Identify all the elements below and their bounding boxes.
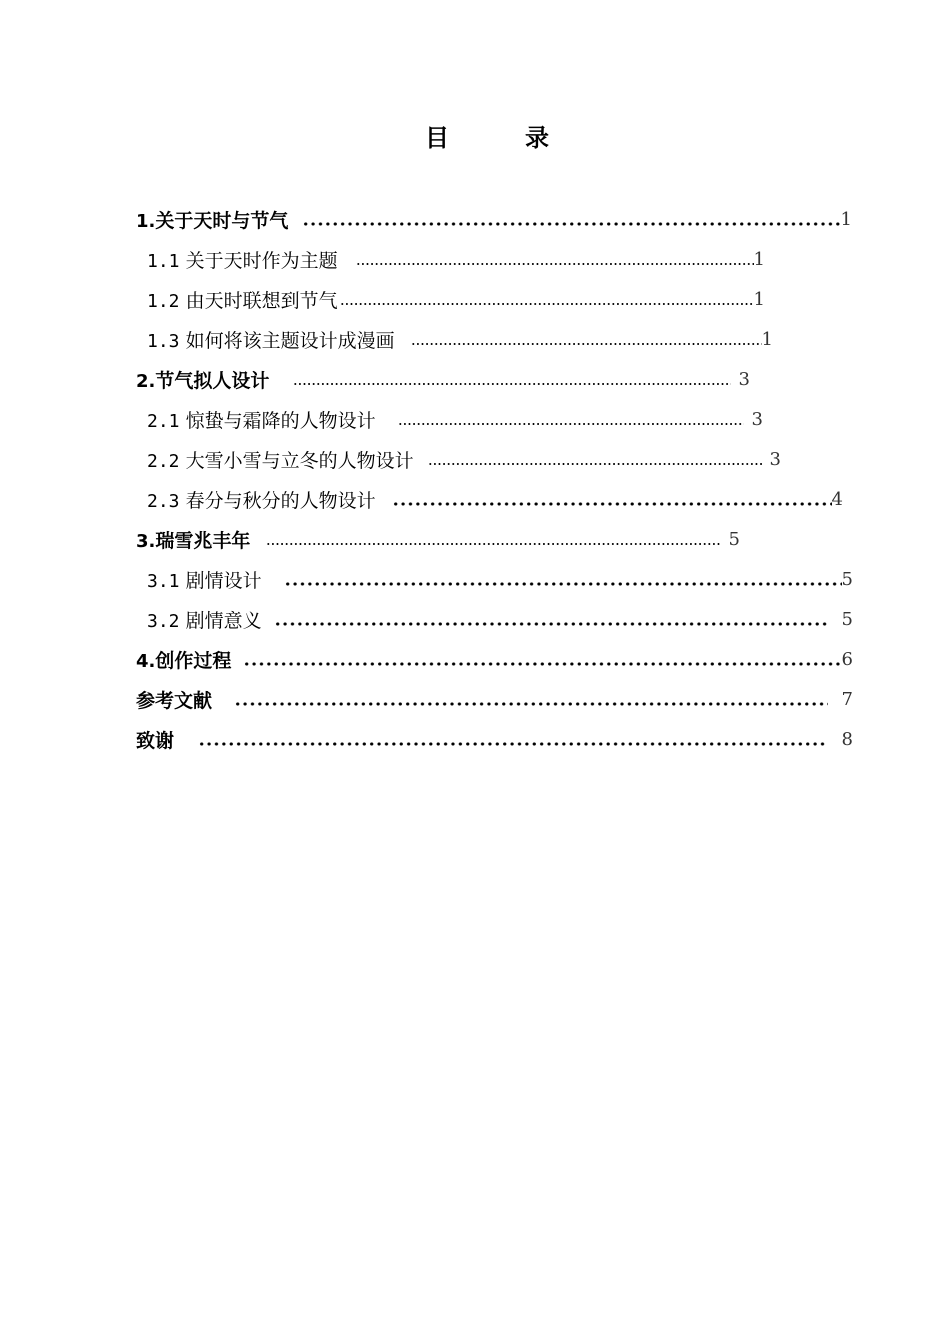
toc-entry-label	[136, 726, 174, 753]
toc-page-number: 3	[738, 368, 750, 390]
toc-entry-text: 由天时联想到节气	[185, 289, 338, 312]
dot-leader	[356, 245, 754, 273]
toc-entry-number: 3.	[136, 530, 156, 552]
toc-entry-number: 2.1	[147, 410, 180, 432]
toc-entry-text: 剧情设计	[185, 569, 262, 592]
dot-leader	[243, 645, 841, 673]
toc-entry[interactable]	[147, 565, 853, 593]
toc-entry-text: 节气拟人设计	[155, 369, 270, 392]
toc-page-number: 5	[841, 568, 853, 590]
toc-page-number: 1	[753, 288, 765, 310]
toc-page-number: 8	[841, 728, 853, 750]
toc-entry-text: 创作过程	[155, 649, 232, 672]
toc-page-number: 5	[728, 528, 740, 550]
toc-entry[interactable]	[136, 645, 853, 673]
dot-leader	[234, 685, 828, 713]
toc-entry-label	[147, 446, 414, 473]
dot-leader	[428, 445, 762, 473]
toc-entry-text: 惊蛰与霜降的人物设计	[185, 409, 376, 432]
toc-page-number: 4	[831, 488, 843, 510]
toc-entry-label	[147, 406, 376, 433]
toc-entry[interactable]	[136, 205, 852, 233]
toc-entry-number: 1.3	[147, 330, 180, 352]
toc-entry-text: 致谢	[136, 729, 175, 752]
dot-leader	[302, 205, 840, 233]
toc-entry[interactable]	[136, 725, 853, 753]
toc-entry[interactable]	[147, 605, 853, 633]
toc-entry[interactable]	[147, 485, 843, 513]
dot-leader	[266, 525, 720, 553]
toc-entry[interactable]	[136, 365, 750, 393]
toc-page-number: 1	[761, 328, 773, 350]
toc-entry-label	[147, 286, 338, 313]
toc-entry-label	[136, 206, 288, 233]
toc-title: 目 录	[425, 124, 575, 152]
toc-page-number: 6	[841, 648, 853, 670]
toc-entry-label	[147, 326, 395, 353]
toc-entry-number: 2.3	[147, 490, 180, 512]
toc-entry-label	[136, 366, 269, 393]
toc-entry-number: 2.2	[147, 450, 180, 472]
toc-page-number: 3	[751, 408, 763, 430]
toc-entry[interactable]	[147, 285, 765, 313]
dot-leader	[398, 405, 744, 433]
dot-leader	[392, 485, 832, 513]
toc-entry-text: 瑞雪兆丰年	[155, 529, 251, 552]
toc-entry-number: 1.	[136, 210, 156, 232]
toc-entry-text: 春分与秋分的人物设计	[185, 489, 376, 512]
toc-entry-text: 剧情意义	[185, 609, 262, 632]
toc-page-number: 3	[769, 448, 781, 470]
toc-entry[interactable]	[147, 325, 773, 353]
toc-entry-label	[136, 526, 250, 553]
toc-page-number: 1	[840, 208, 852, 230]
dot-leader	[411, 325, 762, 353]
toc-entry-number: 1.2	[147, 290, 180, 312]
toc-entry-label	[136, 686, 212, 713]
toc-entry[interactable]	[147, 405, 763, 433]
toc-entry-text: 参考文献	[136, 689, 213, 712]
toc-entry-text: 大雪小雪与立冬的人物设计	[185, 449, 414, 472]
toc-page-number: 1	[753, 248, 765, 270]
toc-entry[interactable]	[147, 245, 765, 273]
toc-entry[interactable]	[147, 445, 781, 473]
toc-page-number: 5	[841, 608, 853, 630]
toc-entry[interactable]	[136, 525, 740, 553]
toc-entry-text: 如何将该主题设计成漫画	[185, 329, 395, 352]
toc-page-number: 7	[841, 688, 853, 710]
toc-entry-label	[147, 566, 262, 593]
toc-entry-label	[147, 246, 338, 273]
dot-leader	[293, 365, 730, 393]
toc-entry[interactable]	[136, 685, 853, 713]
toc-entry-text: 关于天时与节气	[155, 209, 289, 232]
toc-entry-label	[136, 646, 231, 673]
toc-entry-number: 4.	[136, 650, 156, 672]
toc-entry-label	[147, 606, 262, 633]
toc-entry-number: 1.1	[147, 250, 180, 272]
dot-leader	[198, 725, 828, 753]
toc-entry-number: 3.1	[147, 570, 180, 592]
toc-entry-number: 3.2	[147, 610, 180, 632]
dot-leader	[274, 605, 828, 633]
toc-entry-label	[147, 486, 376, 513]
toc-entry-number: 2.	[136, 370, 156, 392]
dot-leader	[284, 565, 842, 593]
toc-entry-text: 关于天时作为主题	[185, 249, 338, 272]
dot-leader	[340, 285, 754, 313]
